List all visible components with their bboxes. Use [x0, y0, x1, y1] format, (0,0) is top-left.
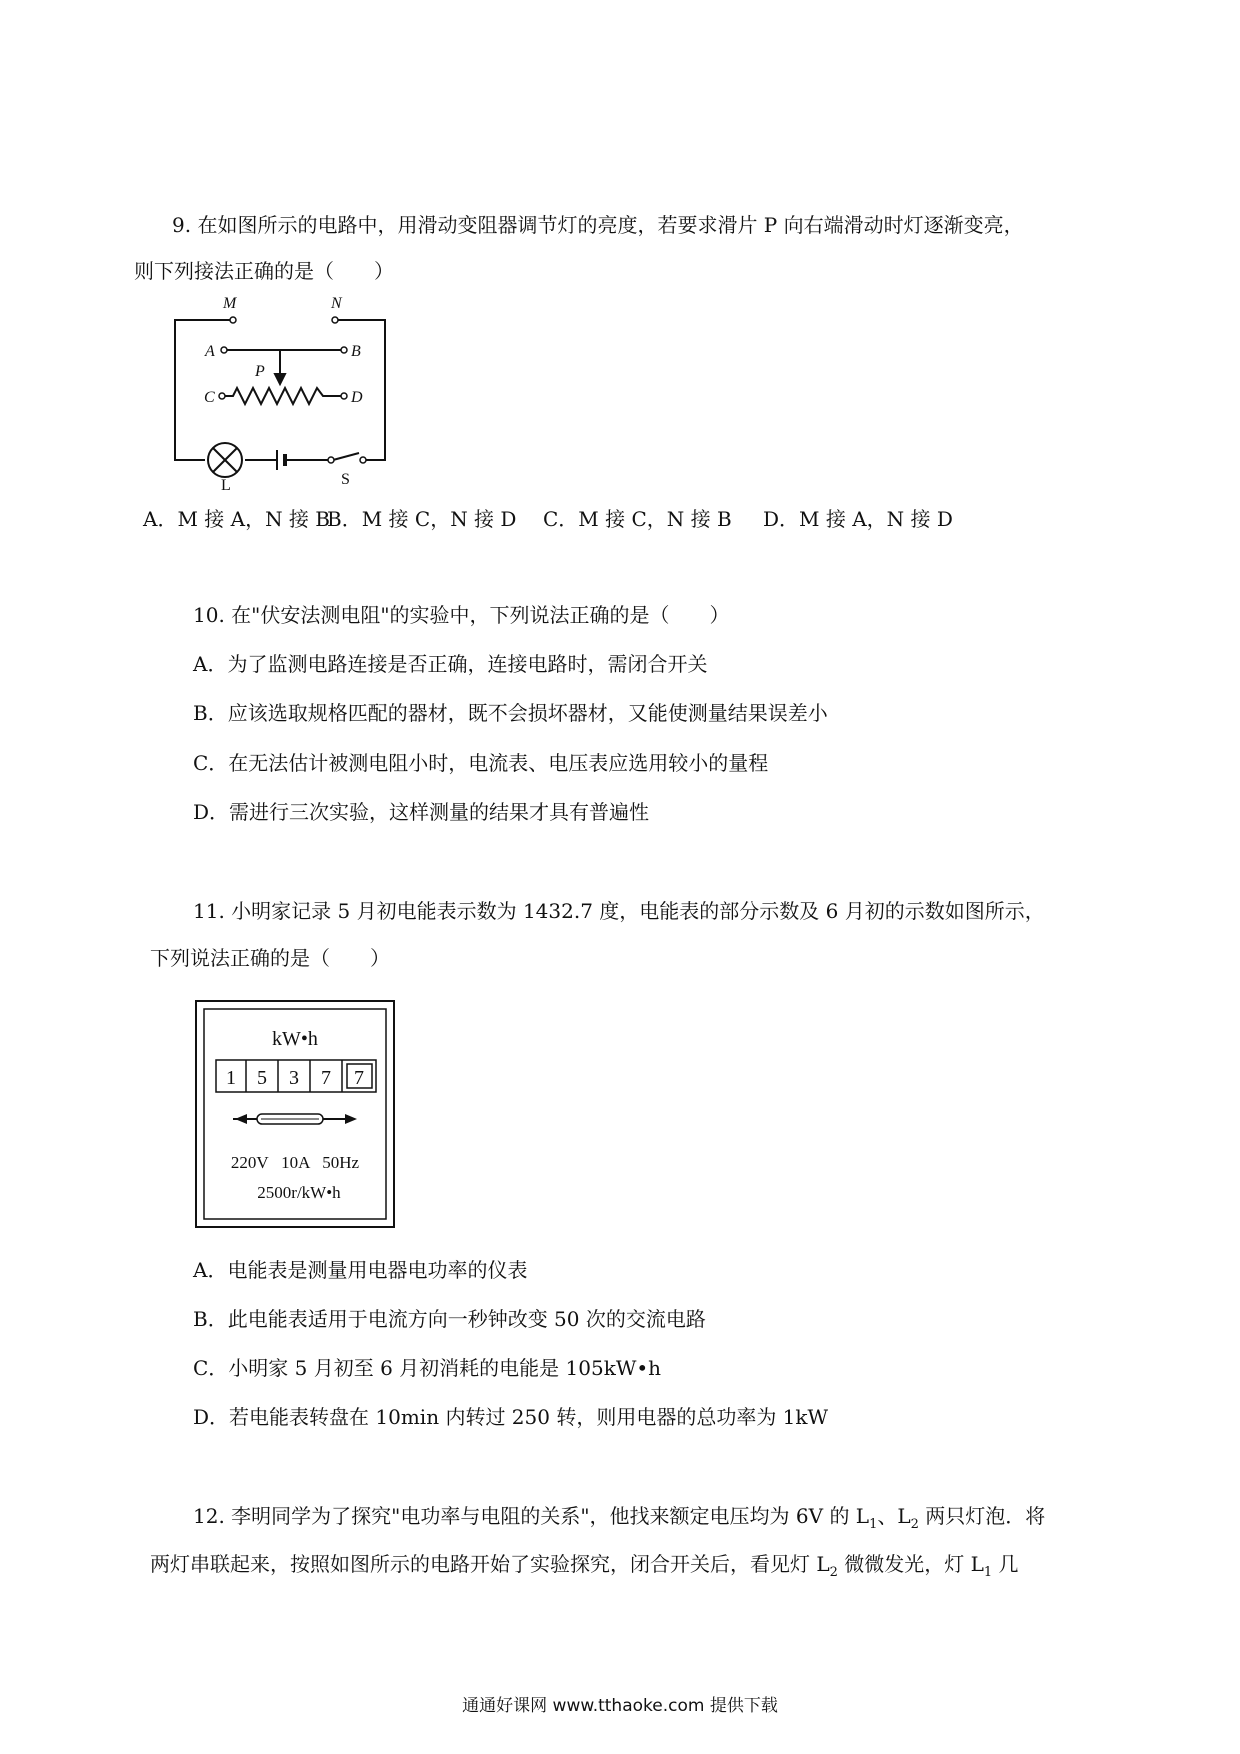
label-n: N	[331, 295, 342, 312]
q11-option-d[interactable]: D．若电能表转盘在 10min 内转过 250 转，则用电器的总功率为 1kW	[193, 1405, 829, 1429]
wire-left	[175, 320, 230, 460]
q10-stem: 10. 在"伏安法测电阻"的实验中，下列说法正确的是（ ）	[193, 603, 730, 627]
q10-option-b[interactable]: B．应该选取规格匹配的器材，既不会损坏器材，又能使测量结果误差小	[193, 701, 828, 725]
q9-option-a[interactable]: A．M 接 A，N 接 B	[143, 507, 330, 531]
meter-digit-1: 1	[226, 1067, 236, 1089]
q12-stem-line1: 12. 李明同学为了探究"电功率与电阻的关系"，他找来额定电压均为 6V 的 $L_1$、$L_2$ 两只灯泡．将	[193, 1504, 1046, 1532]
q9-options	[143, 506, 953, 532]
label-d: D	[351, 389, 363, 406]
q9-option-c[interactable]: C．M 接 C，N 接 B	[543, 507, 732, 531]
switch-contact-left	[328, 457, 334, 463]
meter-digit-3: 3	[289, 1067, 299, 1089]
terminal-a	[221, 347, 227, 353]
label-p: P	[255, 363, 265, 380]
meter-digit-4: 7	[321, 1067, 331, 1089]
terminal-d	[341, 393, 347, 399]
label-b: B	[351, 343, 361, 360]
terminal-c	[219, 393, 225, 399]
terminal-m	[230, 317, 236, 323]
q12-stem-line2: 两灯串联起来，按照如图所示的电路开始了实验探究，闭合开关后，看见灯 $L_2$ 微微发光，灯 $L_1$ 几	[150, 1552, 1019, 1580]
meter-rotation-arrow-icon	[233, 1114, 357, 1124]
meter-spec-line2: 2500r/kW•h	[257, 1183, 341, 1202]
terminal-n	[332, 317, 338, 323]
q10-option-a[interactable]: A．为了监测电路连接是否正确，连接电路时，需闭合开关	[193, 652, 708, 676]
label-a: A	[205, 343, 215, 360]
label-s: S	[341, 471, 350, 488]
meter-spec-line1: 220V 10A 50Hz	[230, 1153, 360, 1172]
meter-digit-5: 7	[354, 1067, 364, 1089]
q11-option-a[interactable]: A．电能表是测量用电器电功率的仪表	[193, 1258, 528, 1282]
q11-option-b[interactable]: B．此电能表适用于电流方向一秒钟改变 50 次的交流电路	[193, 1307, 706, 1331]
meter-digit-2: 5	[257, 1067, 267, 1089]
switch-blade	[333, 453, 359, 460]
q9-stem-line2: 则下列接法正确的是（ ）	[134, 259, 394, 283]
q10-option-c[interactable]: C．在无法估计被测电阻小时，电流表、电压表应选用较小的量程	[193, 751, 769, 775]
terminal-b	[341, 347, 347, 353]
switch-contact-right	[360, 457, 366, 463]
q9-stem-line1: 9. 在如图所示的电路中，用滑动变阻器调节灯的亮度，若要求滑片 P 向右端滑动时灯逐渐变亮，	[172, 213, 1024, 237]
q11-stem-line1: 11. 小明家记录 5 月初电能表示数为 1432.7 度，电能表的部分示数及 6 月初的示数如图所示，	[193, 899, 1045, 923]
q9-circuit-diagram	[165, 290, 445, 490]
q11-option-c[interactable]: C．小明家 5 月初至 6 月初消耗的电能是 105kW•h	[193, 1356, 662, 1380]
resistor-cd	[225, 388, 341, 404]
meter-unit: kW•h	[272, 1028, 318, 1050]
label-m: M	[223, 295, 237, 312]
q11-stem-line2: 下列说法正确的是（ ）	[150, 946, 390, 970]
label-l: L	[221, 477, 231, 490]
q10-option-d[interactable]: D．需进行三次实验，这样测量的结果才具有普遍性	[193, 800, 650, 824]
label-c: C	[204, 389, 215, 406]
q9-option-d[interactable]: D．M 接 A，N 接 D	[763, 507, 953, 531]
q11-energy-meter	[195, 1000, 395, 1228]
page-footer: 通通好课网 www.tthaoke.com 提供下载	[462, 1696, 778, 1716]
q9-option-b[interactable]: B．M 接 C，N 接 D	[327, 507, 517, 531]
